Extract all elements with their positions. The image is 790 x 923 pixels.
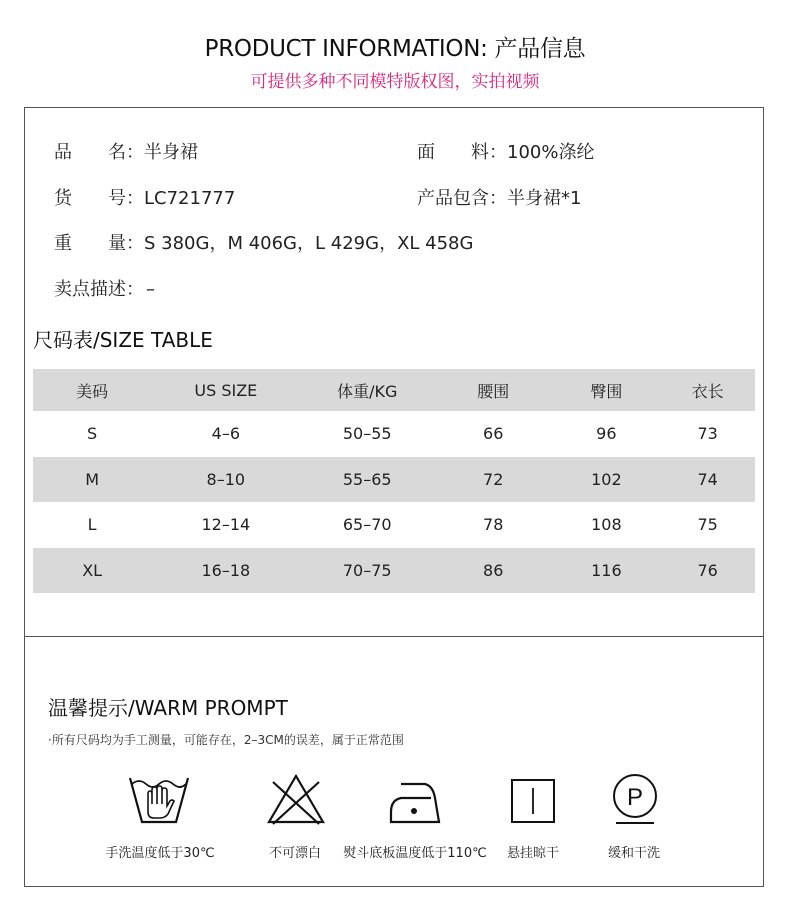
table-cell: 108 (591, 515, 622, 535)
table-cell: 96 (596, 424, 617, 444)
page-subtitle: 可提供多种不同模特版权图，实拍视频 (250, 72, 540, 92)
table-cell: 16–18 (201, 560, 251, 580)
info-name-value: 半身裙 (144, 142, 198, 163)
info-weight-row (54, 229, 473, 255)
info-weight-label: 重 量： (54, 233, 144, 254)
table-cell: 8–10 (206, 469, 246, 489)
table-cell: 4–6 (211, 424, 240, 444)
table-cell: 70–75 (342, 560, 392, 580)
table-cell: 86 (483, 560, 504, 580)
info-fabric-label: 面 料： (417, 142, 507, 163)
info-contents-row (417, 184, 581, 210)
table-cell: 102 (591, 469, 622, 489)
care-label-hand-wash: 手洗温度低于30℃ (105, 846, 215, 861)
dry-clean-p-icon (610, 772, 660, 828)
no-bleach-icon (265, 772, 327, 828)
info-selling-row (54, 275, 155, 301)
size-table-title: 尺码表/SIZE TABLE (33, 328, 213, 352)
table-cell: 76 (697, 560, 718, 580)
table-cell: 72 (483, 469, 504, 489)
info-name-row (54, 138, 198, 164)
care-label-dry-clean: 缓和干洗 (607, 846, 660, 861)
size-table-header-row (33, 369, 755, 411)
table-cell: L (87, 515, 97, 535)
table-cell: 116 (591, 560, 622, 580)
table-cell: 65–70 (342, 515, 392, 535)
dry-clean-letter: P (626, 784, 644, 811)
table-cell: XL (82, 560, 103, 580)
line-dry-icon (509, 772, 557, 828)
table-cell: S (87, 424, 98, 444)
col-header: US SIZE (151, 369, 300, 411)
info-contents-label: 产品包含： (417, 188, 507, 209)
table-cell: 78 (483, 515, 504, 535)
table-cell: M (85, 469, 100, 489)
table-cell: 74 (697, 469, 718, 489)
info-name-label: 品 名： (54, 142, 144, 163)
info-selling-value: – (146, 279, 155, 300)
table-row (33, 411, 755, 457)
info-fabric-value: 100%涤纶 (507, 142, 595, 163)
table-row (33, 457, 755, 503)
warm-prompt-title: 温馨提示/WARM PROMPT (48, 696, 288, 720)
page-title: PRODUCT INFORMATION: 产品信息 (204, 36, 586, 62)
col-header: 腰围 (434, 369, 552, 411)
table-cell: 12–14 (201, 515, 251, 535)
table-row (33, 502, 755, 548)
col-header: 臀围 (552, 369, 660, 411)
info-weight-value: S 380G，M 406G，L 429G，XL 458G (144, 233, 474, 254)
info-contents-value: 半身裙*1 (507, 188, 582, 209)
hand-wash-icon (128, 772, 190, 828)
col-header: 美码 (33, 369, 151, 411)
iron-low-icon (387, 772, 443, 828)
info-selling-label: 卖点描述： (54, 279, 144, 300)
table-row (33, 548, 755, 594)
care-label-line-dry: 悬挂晾干 (506, 846, 559, 861)
info-sku-label: 货 号： (54, 188, 144, 209)
col-header: 体重/KG (300, 369, 434, 411)
info-fabric-row (417, 138, 594, 164)
care-label-iron: 熨斗底板温度低于110℃ (343, 846, 487, 861)
table-cell: 55–65 (342, 469, 392, 489)
size-table (33, 369, 755, 593)
care-label-no-bleach: 不可漂白 (268, 846, 321, 861)
table-cell: 66 (483, 424, 504, 444)
info-sku-value: LC721777 (144, 188, 236, 209)
table-cell: 75 (697, 515, 718, 535)
table-cell: 50–55 (342, 424, 392, 444)
measurement-note: ·所有尺码均为手工测量，可能存在，2–3CM的误差，属于正常范围 (48, 733, 404, 747)
info-sku-row (54, 184, 235, 210)
col-header: 衣长 (660, 369, 755, 411)
table-cell: 73 (697, 424, 718, 444)
